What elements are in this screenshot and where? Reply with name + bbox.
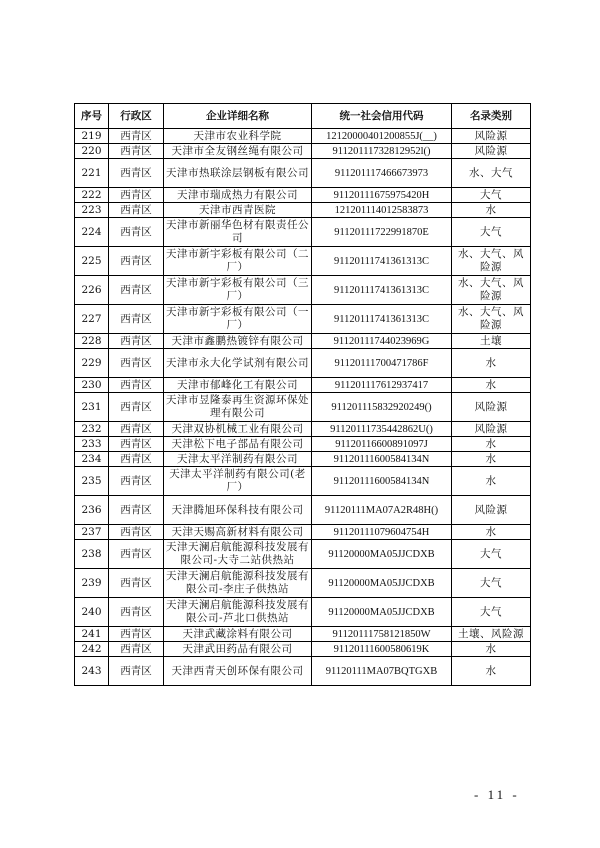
cell-code: 91120000MA05JJCDXB [312,598,452,627]
cell-name: 天津市新丽华色材有限责任公司 [164,218,312,247]
cell-district: 西青区 [109,247,164,276]
cell-category: 水 [452,349,531,378]
cell-category: 水、大气、风险源 [452,247,531,276]
table-row [75,452,531,467]
cell-name: 天津腾旭环保科技有限公司 [164,496,312,525]
cell-name: 天津市鑫鹏热镀锌有限公司 [164,334,312,349]
cell-category: 水、大气、风险源 [452,305,531,334]
cell-seq: 234 [75,452,109,467]
header-name: 企业详细名称 [164,104,312,129]
cell-code: 91120111735442862U() [312,422,452,437]
cell-name: 天津市郁峰化工有限公司 [164,378,312,393]
cell-code: 91120111675975420H [312,188,452,203]
cell-district: 西青区 [109,144,164,159]
cell-category: 风险源 [452,393,531,422]
cell-seq: 227 [75,305,109,334]
cell-district: 西青区 [109,496,164,525]
cell-category: 水 [452,467,531,496]
table-row [75,349,531,378]
cell-name: 天津市农业科学院 [164,129,312,144]
cell-code: 12120000401200855J(__) [312,129,452,144]
cell-name: 天津市瑞成热力有限公司 [164,188,312,203]
cell-seq: 243 [75,657,109,686]
cell-seq: 219 [75,129,109,144]
cell-code: 91120111600580619K [312,642,452,657]
cell-name: 天津武藏涂料有限公司 [164,627,312,642]
cell-seq: 241 [75,627,109,642]
cell-code: 91120111758121850W [312,627,452,642]
cell-code: 91120000MA05JJCDXB [312,540,452,569]
cell-seq: 233 [75,437,109,452]
cell-seq: 224 [75,218,109,247]
page-number: - 11 - [474,787,520,802]
cell-code: 91120116600891097J [312,437,452,452]
cell-district: 西青区 [109,540,164,569]
table-row [75,334,531,349]
cell-district: 西青区 [109,452,164,467]
table-row [75,218,531,247]
cell-category: 风险源 [452,144,531,159]
table-row [75,422,531,437]
cell-category: 水 [452,437,531,452]
table-row [75,540,531,569]
cell-seq: 239 [75,569,109,598]
table-row [75,437,531,452]
cell-category: 水、大气 [452,159,531,188]
cell-code: 91120111079604754H [312,525,452,540]
cell-code: 91120111732812952l() [312,144,452,159]
cell-category: 水 [452,452,531,467]
cell-name: 天津市全友钢丝绳有限公司 [164,144,312,159]
cell-code: 91120000MA05JJCDXB [312,569,452,598]
cell-code: 91120111744023969G [312,334,452,349]
cell-district: 西青区 [109,467,164,496]
cell-name: 天津市新宇彩板有限公司（二厂） [164,247,312,276]
cell-category: 风险源 [452,496,531,525]
cell-name: 天津市西青医院 [164,203,312,218]
table-row [75,467,531,496]
cell-category: 水 [452,525,531,540]
cell-district: 西青区 [109,129,164,144]
cell-code: 91120111741361313C [312,276,452,305]
cell-district: 西青区 [109,276,164,305]
cell-category: 水 [452,642,531,657]
cell-seq: 237 [75,525,109,540]
cell-district: 西青区 [109,627,164,642]
table-row [75,525,531,540]
cell-category: 大气 [452,188,531,203]
table-row [75,393,531,422]
cell-name: 天津市永大化学试剂有限公司 [164,349,312,378]
cell-code: 91120111MA07BQTGXB [312,657,452,686]
cell-district: 西青区 [109,305,164,334]
table-row [75,159,531,188]
cell-name: 天津市昱隆泰再生资源环保处理有限公司 [164,393,312,422]
cell-seq: 225 [75,247,109,276]
table-row [75,657,531,686]
table-row [75,188,531,203]
cell-seq: 238 [75,540,109,569]
cell-district: 西青区 [109,642,164,657]
cell-name: 天津双协机械工业有限公司 [164,422,312,437]
cell-district: 西青区 [109,393,164,422]
cell-category: 水 [452,657,531,686]
cell-name: 天津太平洋制药有限公司(老厂） [164,467,312,496]
cell-category: 水 [452,203,531,218]
cell-district: 西青区 [109,349,164,378]
cell-code: 91120111600584134N [312,452,452,467]
table-row [75,598,531,627]
cell-name: 天津天赐高新材料有限公司 [164,525,312,540]
cell-seq: 235 [75,467,109,496]
cell-seq: 240 [75,598,109,627]
cell-district: 西青区 [109,569,164,598]
cell-name: 天津天澜启航能源科技发展有限公司-芦北口供热站 [164,598,312,627]
cell-seq: 223 [75,203,109,218]
cell-category: 大气 [452,218,531,247]
cell-seq: 221 [75,159,109,188]
cell-code: 91120111600584134N [312,467,452,496]
cell-code: 121201114012583873 [312,203,452,218]
cell-code: 91120111MA07A2R48H() [312,496,452,525]
cell-name: 天津武田药品有限公司 [164,642,312,657]
cell-seq: 220 [75,144,109,159]
cell-district: 西青区 [109,437,164,452]
cell-district: 西青区 [109,334,164,349]
table-row [75,305,531,334]
table-row [75,627,531,642]
cell-name: 天津市新宇彩板有限公司（一厂） [164,305,312,334]
cell-category: 水、大气、风险源 [452,276,531,305]
cell-category: 大气 [452,569,531,598]
cell-code: 91120111741361313C [312,305,452,334]
cell-seq: 230 [75,378,109,393]
table-header-row [75,104,531,129]
cell-seq: 242 [75,642,109,657]
header-seq: 序号 [75,104,109,129]
cell-district: 西青区 [109,218,164,247]
cell-district: 西青区 [109,188,164,203]
table-row [75,144,531,159]
cell-name: 天津太平洋制药有限公司 [164,452,312,467]
cell-name: 天津市热联涂层钢板有限公司 [164,159,312,188]
header-category: 名录类别 [452,104,531,129]
cell-name: 天津西青天创环保有限公司 [164,657,312,686]
cell-seq: 228 [75,334,109,349]
cell-code: 91120111722991870E [312,218,452,247]
cell-district: 西青区 [109,422,164,437]
enterprise-table [74,103,531,686]
table-row [75,378,531,393]
cell-category: 大气 [452,598,531,627]
cell-district: 西青区 [109,598,164,627]
cell-district: 西青区 [109,378,164,393]
cell-seq: 226 [75,276,109,305]
cell-name: 天津松下电子部品有限公司 [164,437,312,452]
cell-district: 西青区 [109,203,164,218]
cell-category: 土壤 [452,334,531,349]
cell-code: 911201117466673973 [312,159,452,188]
cell-code: 91120111700471786F [312,349,452,378]
cell-code: 911201117612937417 [312,378,452,393]
table-row [75,247,531,276]
cell-seq: 236 [75,496,109,525]
cell-category: 土壤、风险源 [452,627,531,642]
table-row [75,642,531,657]
table-row [75,496,531,525]
cell-seq: 222 [75,188,109,203]
cell-code: 91120111583292024​9() [312,393,452,422]
cell-name: 天津市新宇彩板有限公司（三厂） [164,276,312,305]
table-row [75,276,531,305]
cell-district: 西青区 [109,525,164,540]
cell-seq: 232 [75,422,109,437]
cell-district: 西青区 [109,159,164,188]
header-district: 行政区 [109,104,164,129]
cell-category: 风险源 [452,422,531,437]
table-row [75,203,531,218]
cell-category: 大气 [452,540,531,569]
table-row [75,569,531,598]
enterprise-table-container [74,103,530,686]
cell-name: 天津天澜启航能源科技发展有限公司-李庄子供热站 [164,569,312,598]
cell-category: 水 [452,378,531,393]
cell-seq: 229 [75,349,109,378]
cell-name: 天津天澜启航能源科技发展有限公司-大寺二站供热站 [164,540,312,569]
cell-seq: 231 [75,393,109,422]
cell-code: 91120111741361313C [312,247,452,276]
header-code: 统一社会信用代码 [312,104,452,129]
cell-district: 西青区 [109,657,164,686]
table-row [75,129,531,144]
cell-category: 风险源 [452,129,531,144]
